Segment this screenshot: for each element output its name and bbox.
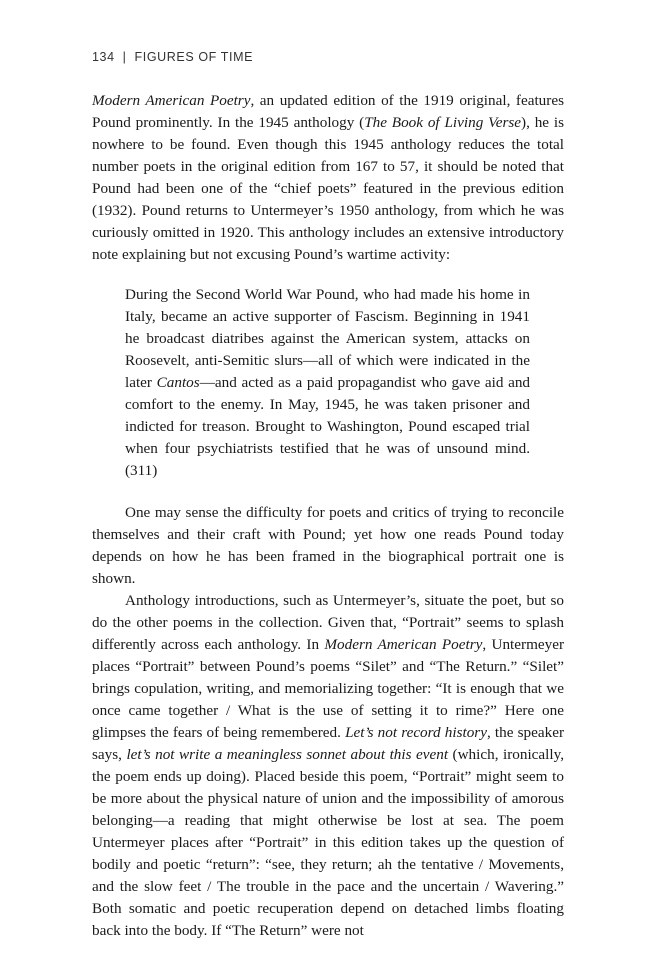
block-quote-text-b: —and acted as a paid propagandist who gave aid and comfort to the enemy. In May, 1945, he was taken prisoner and indicted for treason. Brought to Washington, Pound escaped trial when four psychiatrists testified that he was of unsound mind. (311) [125,374,531,479]
paragraph-3 [92,590,564,942]
paragraph-3-text-a: Anthology introductions, such as Untermeyer’s, situate the poet, but so do the other poems in the collection. Given that, “Portrait” seems to splash differently across each anthology. In [92,592,564,653]
paragraph-3-text-c: , the speaker says, [92,724,564,763]
title-modern-american-poetry: Modern American Poetry [92,92,251,109]
italic-phrase-record-history: Let’s not record history [345,724,487,741]
paragraph-3-text-d: (which, ironically, the poem ends up doing). Placed beside this poem, “Portrait” might seem to be more about the physical nature of union and the impossibility of amorous belonging—a reading that might otherwise be lost at sea. The poem Untermeyer places after “Portrait” in this edition takes up the question of bodily and poetic “return”: “see, they return; ah the tentative / Movements, and the slow feet / The trouble in the pace and the uncertain / Wavering.” Both somatic and poetic recuperation depend on detached limbs floating back into the body. If “The Return” were not [92,746,564,939]
block-quote [125,284,530,482]
block-quote-text-a: During the Second World War Pound, who had made his home in Italy, became an active supporter of Fascism. Beginning in 1941 he broadcast diatribes against the American system, attacks on Roosevelt, anti-Semitic slurs—all of which were indicated in the later [125,286,530,391]
paragraph-1-text-b: ), he is nowhere to be found. Even though this 1945 anthology reduces the total number poets in the original edition from 167 to 57, it should be noted that Pound had been one of the “chief poets” featured in the previous edition (1932). Pound returns to Untermeyer’s 1950 anthology, from which he was curiously omitted in 1920. This anthology includes an extensive introductory note explaining but not excusing Pound’s wartime activity: [92,114,564,263]
title-book-of-living-verse: The Book of Living Verse [364,114,522,131]
header-separator: | [122,50,127,64]
page-number: 134 [92,50,115,64]
italic-phrase-meaningless-sonnet: let’s not write a meaningless sonnet about this event [126,746,449,763]
paragraph-1 [92,90,564,266]
paragraph-3-text-b: , Untermeyer places “Portrait” between Pound’s poems “Silet” and “The Return.” “Silet” brings copulation, writing, and memorializing together: “It is enough that we once came together / What is the use of setting it to rime?” Here one glimpses the fears of being remembered. [92,636,565,741]
running-header [92,50,253,64]
title-modern-american-poetry-2: Modern American Poetry [324,636,483,653]
running-title: FIGURES OF TIME [134,50,254,64]
paragraph-1-text-a: , an updated edition of the 1919 original, features Pound prominently. In the 1945 anthology ( [92,92,564,131]
paragraph-2: One may sense the difficulty for poets and critics of trying to reconcile themselves and their craft with Pound; yet how one reads Pound today depends on how he has been framed in the biographical portrait one is shown. [92,504,564,587]
title-cantos: Cantos [156,374,200,391]
body-text [92,90,564,942]
